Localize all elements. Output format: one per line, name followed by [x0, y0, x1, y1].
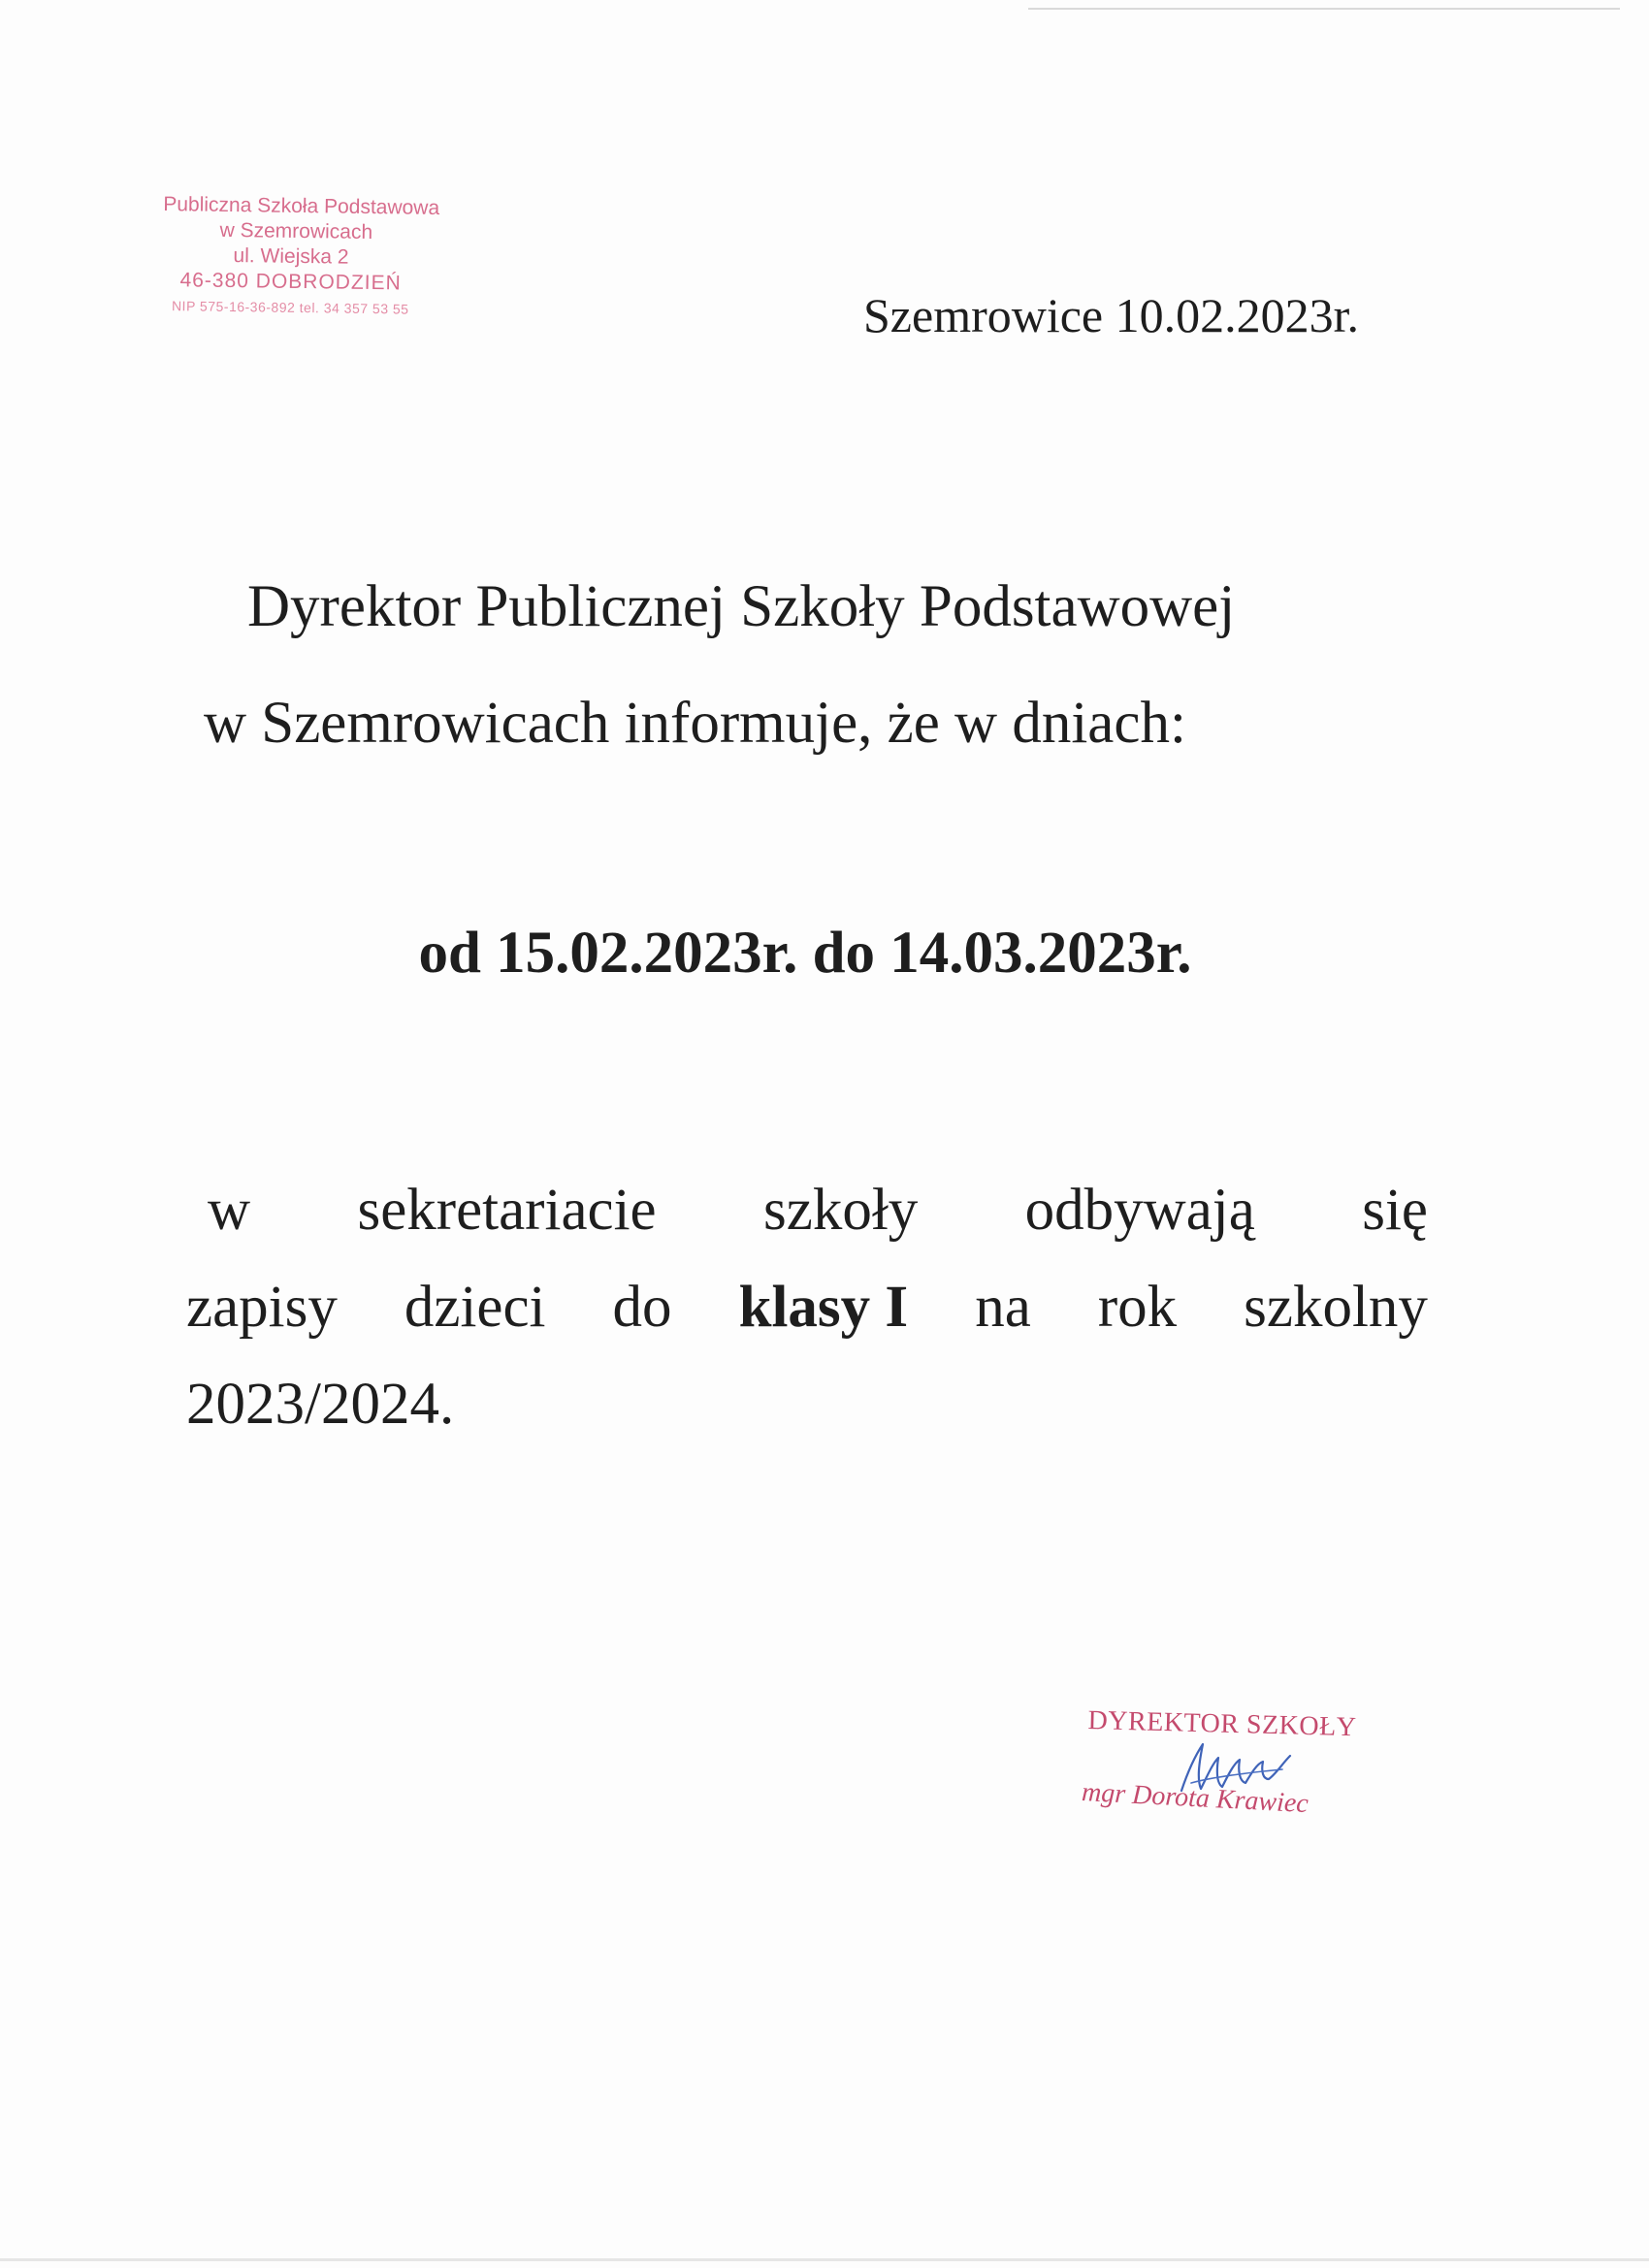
body-word: szkoły	[763, 1178, 919, 1243]
signature-name: mgr Dorota Krawiec	[1081, 1777, 1310, 1820]
enrollment-date-range: od 15.02.2023r. do 14.03.2023r.	[418, 921, 1192, 986]
body-word: rok	[1097, 1275, 1178, 1340]
announcement-body	[186, 1162, 1428, 1453]
scan-edge-bottom	[0, 2258, 1649, 2261]
stamp-locality: w Szemrowicach	[219, 218, 373, 244]
stamp-postal-city: 46-380 DOBRODZIEŃ	[179, 269, 402, 295]
body-word: się	[1362, 1178, 1428, 1243]
stamp-tax-phone: NIP 575-16-36-892 tel. 34 357 53 55	[171, 298, 409, 317]
body-word: zapisy	[186, 1275, 338, 1340]
body-word: dzieci	[404, 1275, 546, 1340]
body-word: w	[208, 1178, 251, 1243]
signature-title: DYREKTOR SZKOŁY	[1087, 1705, 1357, 1743]
director-signature-stamp	[1077, 1705, 1387, 1831]
announcement-intro	[204, 549, 1465, 782]
grade-level-highlight: klasy I	[738, 1275, 909, 1340]
stamp-school-name: Publiczna Szkoła Podstawowa	[163, 193, 440, 219]
school-address-stamp	[106, 191, 496, 323]
body-word: na	[975, 1275, 1031, 1340]
stamp-street: ul. Wiejska 2	[233, 244, 349, 269]
intro-line-1: Dyrektor Publicznej Szkoły Podstawowej	[247, 574, 1236, 639]
school-year: 2023/2024.	[186, 1372, 455, 1437]
body-word: do	[612, 1275, 672, 1340]
body-row-3	[186, 1356, 1428, 1453]
body-row-1	[186, 1162, 1428, 1259]
body-word: odbywają	[1024, 1178, 1255, 1243]
body-row-2	[186, 1259, 1428, 1356]
intro-line-2: w Szemrowicach informuje, że w dniach:	[204, 691, 1186, 756]
body-word: sekretariacie	[357, 1178, 657, 1243]
scan-edge-top	[1028, 8, 1620, 10]
document-date: Szemrowice 10.02.2023r.	[863, 288, 1360, 342]
body-word: szkolny	[1244, 1275, 1428, 1340]
